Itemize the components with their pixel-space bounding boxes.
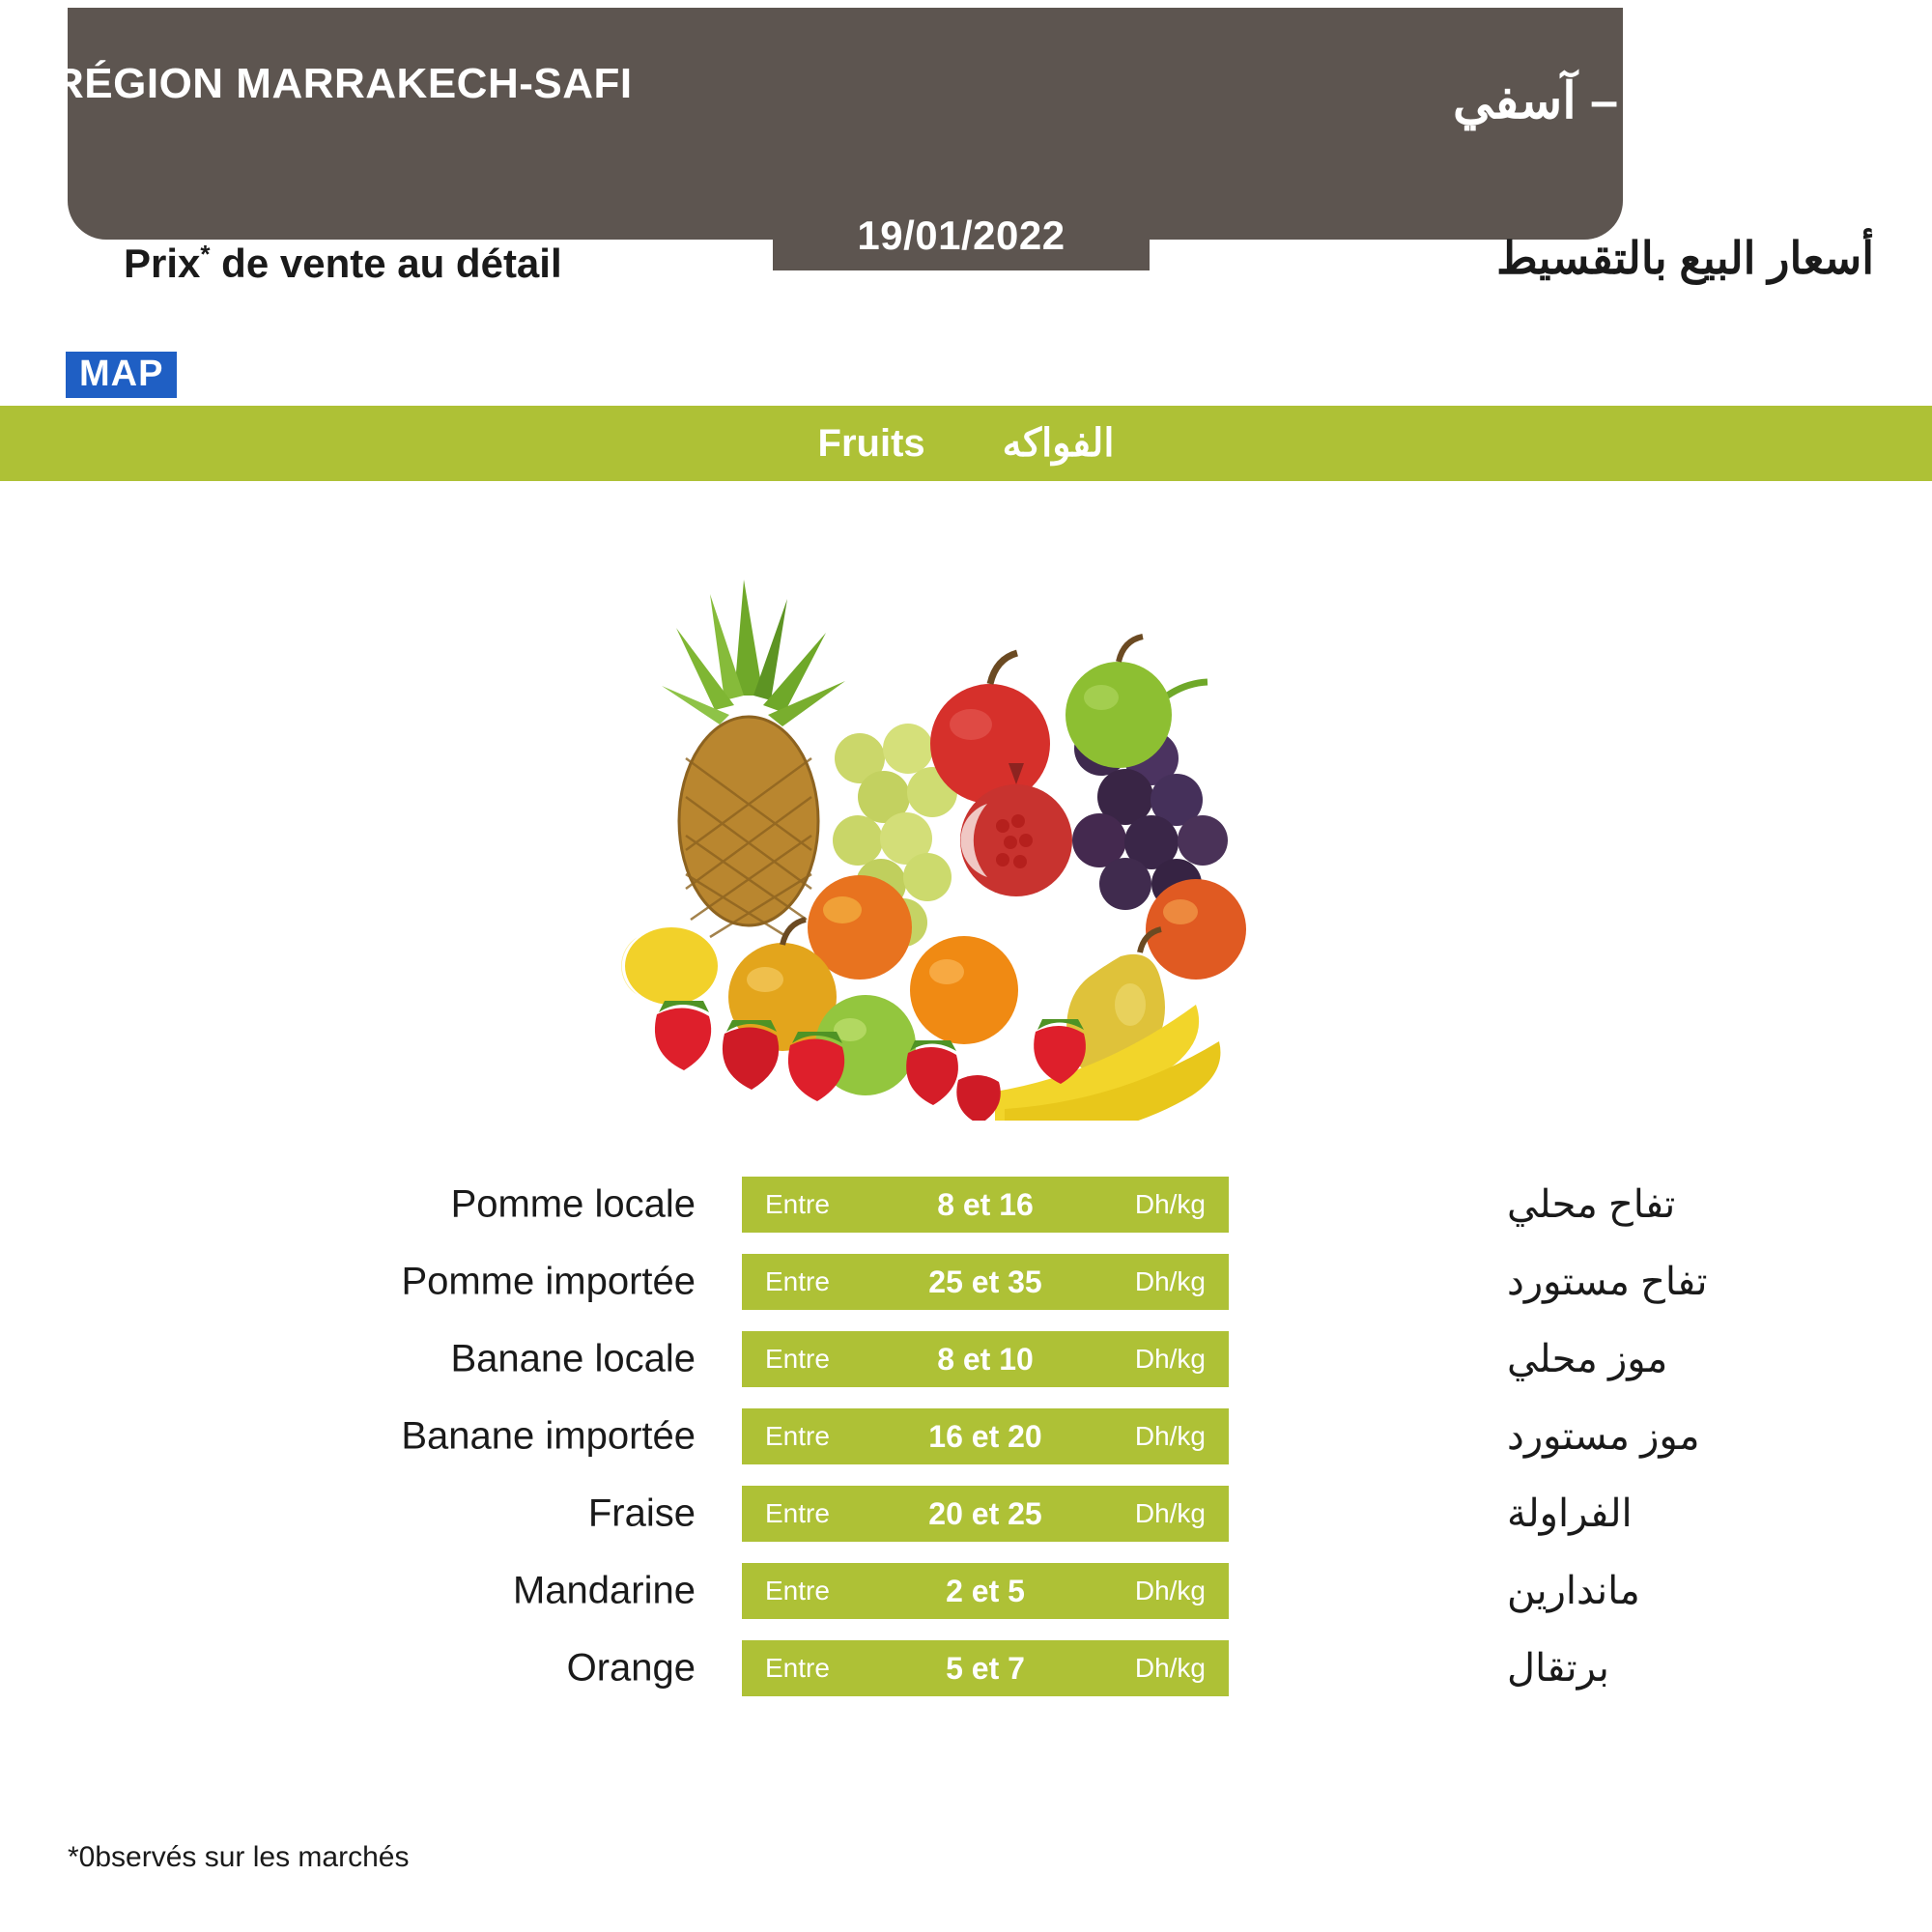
price-chip <box>742 1640 1229 1696</box>
product-name-ar: ماندارين <box>1507 1570 1640 1612</box>
price-chip <box>742 1486 1229 1542</box>
price-unit-label: Dh/kg <box>1134 1266 1206 1296</box>
price-row <box>0 1321 1932 1397</box>
price-entre-label: Entre <box>765 1266 830 1296</box>
price-row <box>0 1399 1932 1474</box>
price-chip <box>742 1563 1229 1619</box>
price-unit-label: Dh/kg <box>1134 1344 1206 1374</box>
price-entre-label: Entre <box>765 1576 830 1605</box>
orange-fruit-icon <box>910 936 1018 1044</box>
product-name-ar: برتقال <box>1507 1647 1609 1690</box>
price-type-label-ar: أسعار البيع بالتقسيط <box>1496 233 1874 283</box>
price-unit-label: Dh/kg <box>1134 1421 1206 1451</box>
product-name-ar: تفاح محلي <box>1507 1183 1676 1226</box>
red-apple-icon <box>930 653 1050 804</box>
lemon-icon <box>621 927 718 1005</box>
price-unit-label: Dh/kg <box>1134 1498 1206 1528</box>
price-range-value: 5 et 7 <box>946 1650 1025 1686</box>
category-label-ar: الفواكه <box>1002 422 1115 465</box>
product-name-fr: Mandarine <box>512 1569 696 1612</box>
pineapple-icon <box>662 580 845 937</box>
product-name-fr: Fraise <box>587 1492 696 1535</box>
price-entre-label: Entre <box>765 1653 830 1683</box>
category-band <box>0 406 1932 481</box>
price-range-value: 16 et 20 <box>928 1418 1042 1454</box>
price-row <box>0 1167 1932 1242</box>
price-range-value: 20 et 25 <box>928 1495 1042 1531</box>
region-title-ar: جهة مراكش – آسفي <box>1453 73 1884 129</box>
price-row <box>0 1476 1932 1551</box>
product-name-fr: Orange <box>566 1646 696 1690</box>
price-row <box>0 1631 1932 1706</box>
product-name-fr: Pomme importée <box>401 1260 696 1303</box>
date-badge: 19/01/2022 <box>773 201 1150 270</box>
price-row <box>0 1244 1932 1320</box>
fruit-basket-illustration <box>618 551 1294 1121</box>
price-chip <box>742 1408 1229 1464</box>
product-name-ar: تفاح مستورد <box>1507 1261 1708 1303</box>
price-chip <box>742 1254 1229 1310</box>
price-range-value: 2 et 5 <box>946 1573 1025 1608</box>
product-name-fr: Banane importée <box>401 1414 696 1458</box>
map-logo: MAP <box>66 352 177 398</box>
price-list <box>0 1167 1932 1708</box>
price-range-value: 25 et 35 <box>928 1264 1042 1299</box>
price-range-value: 8 et 16 <box>937 1186 1034 1222</box>
product-name-fr: Banane locale <box>450 1337 696 1380</box>
price-entre-label: Entre <box>765 1189 830 1219</box>
price-entre-label: Entre <box>765 1498 830 1528</box>
price-unit-label: Dh/kg <box>1134 1576 1206 1605</box>
region-title-fr: RÉGION MARRAKECH-SAFI <box>53 60 633 107</box>
price-unit-label: Dh/kg <box>1134 1189 1206 1219</box>
price-entre-label: Entre <box>765 1344 830 1374</box>
price-type-label-fr <box>124 240 562 287</box>
price-row <box>0 1553 1932 1629</box>
subheader <box>0 213 1932 309</box>
product-name-ar: موز محلي <box>1507 1338 1668 1380</box>
price-entre-label: Entre <box>765 1421 830 1451</box>
product-name-ar: الفراولة <box>1507 1492 1633 1535</box>
product-name-fr: Pomme locale <box>450 1182 696 1226</box>
price-type-text-fr: Prix* de vente au détail <box>124 240 562 286</box>
green-apple-icon <box>1065 637 1172 768</box>
price-range-value: 8 et 10 <box>937 1341 1034 1377</box>
product-name-ar: موز مستورد <box>1507 1415 1700 1458</box>
price-unit-label: Dh/kg <box>1134 1653 1206 1683</box>
price-chip <box>742 1177 1229 1233</box>
footnote: *0bservés sur les marchés <box>68 1841 410 1873</box>
price-chip <box>742 1331 1229 1387</box>
category-label-fr: Fruits <box>817 421 925 465</box>
